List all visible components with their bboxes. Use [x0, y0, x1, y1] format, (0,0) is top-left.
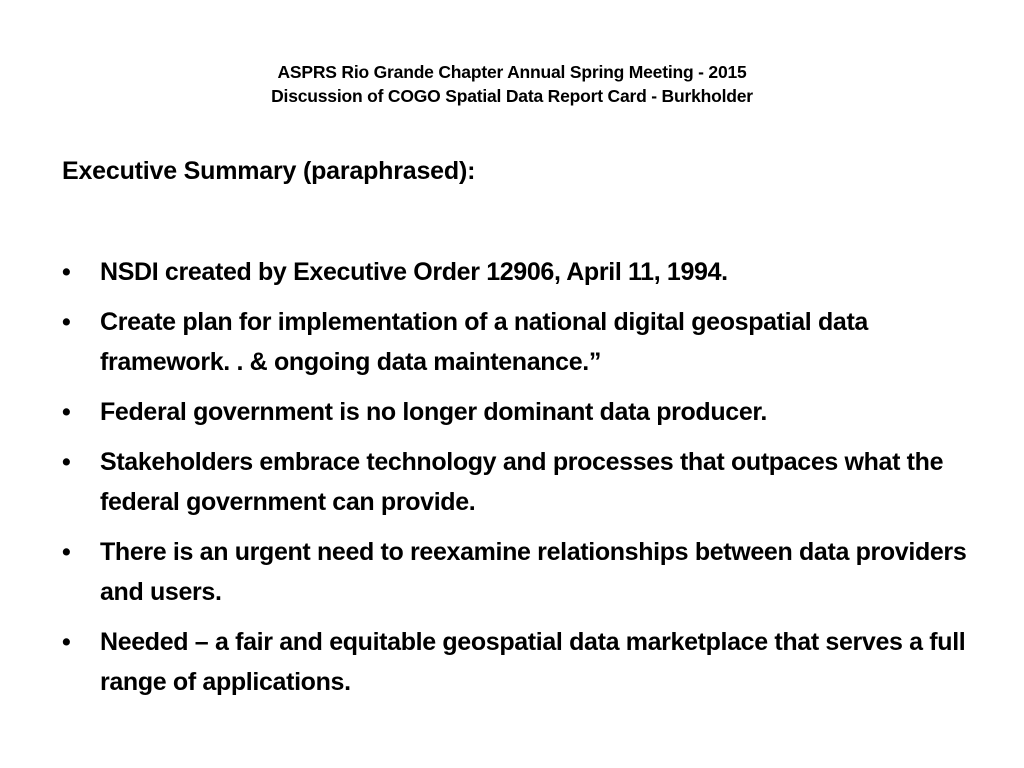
bullet-text: Federal government is no longer dominant data producer. — [100, 398, 767, 426]
bullet-list — [62, 252, 972, 712]
bullet-item-2 — [62, 302, 972, 382]
title-line-2: Discussion of COGO Spatial Data Report Card - Burkholder — [271, 86, 753, 106]
bullet-text: Needed – a fair and equitable geospatial data marketplace that serves a full range of applications. — [100, 628, 966, 696]
bullet-icon: • — [62, 398, 71, 426]
bullet-item-6 — [62, 622, 972, 702]
bullet-icon: • — [62, 258, 71, 286]
bullet-text: Stakeholders embrace technology and processes that outpaces what the federal government can provide. — [100, 448, 944, 516]
bullet-icon: • — [62, 308, 71, 336]
bullet-text: Create plan for implementation of a national digital geospatial data framework. . & ongoing data maintenance.” — [100, 308, 868, 376]
title-line-1: ASPRS Rio Grande Chapter Annual Spring Meeting - 2015 — [277, 62, 747, 82]
bullet-item-5 — [62, 532, 972, 612]
bullet-icon: • — [62, 448, 71, 476]
bullet-item-1 — [62, 252, 972, 292]
bullet-item-3 — [62, 392, 972, 432]
bullet-icon: • — [62, 538, 71, 566]
bullet-text: There is an urgent need to reexamine relationships between data providers and users. — [100, 538, 967, 606]
bullet-item-4 — [62, 442, 972, 522]
slide-title — [0, 60, 1024, 108]
bullet-text: NSDI created by Executive Order 12906, April 11, 1994. — [100, 258, 728, 286]
bullet-icon: • — [62, 628, 71, 656]
executive-summary-heading: Executive Summary (paraphrased): — [62, 157, 476, 185]
